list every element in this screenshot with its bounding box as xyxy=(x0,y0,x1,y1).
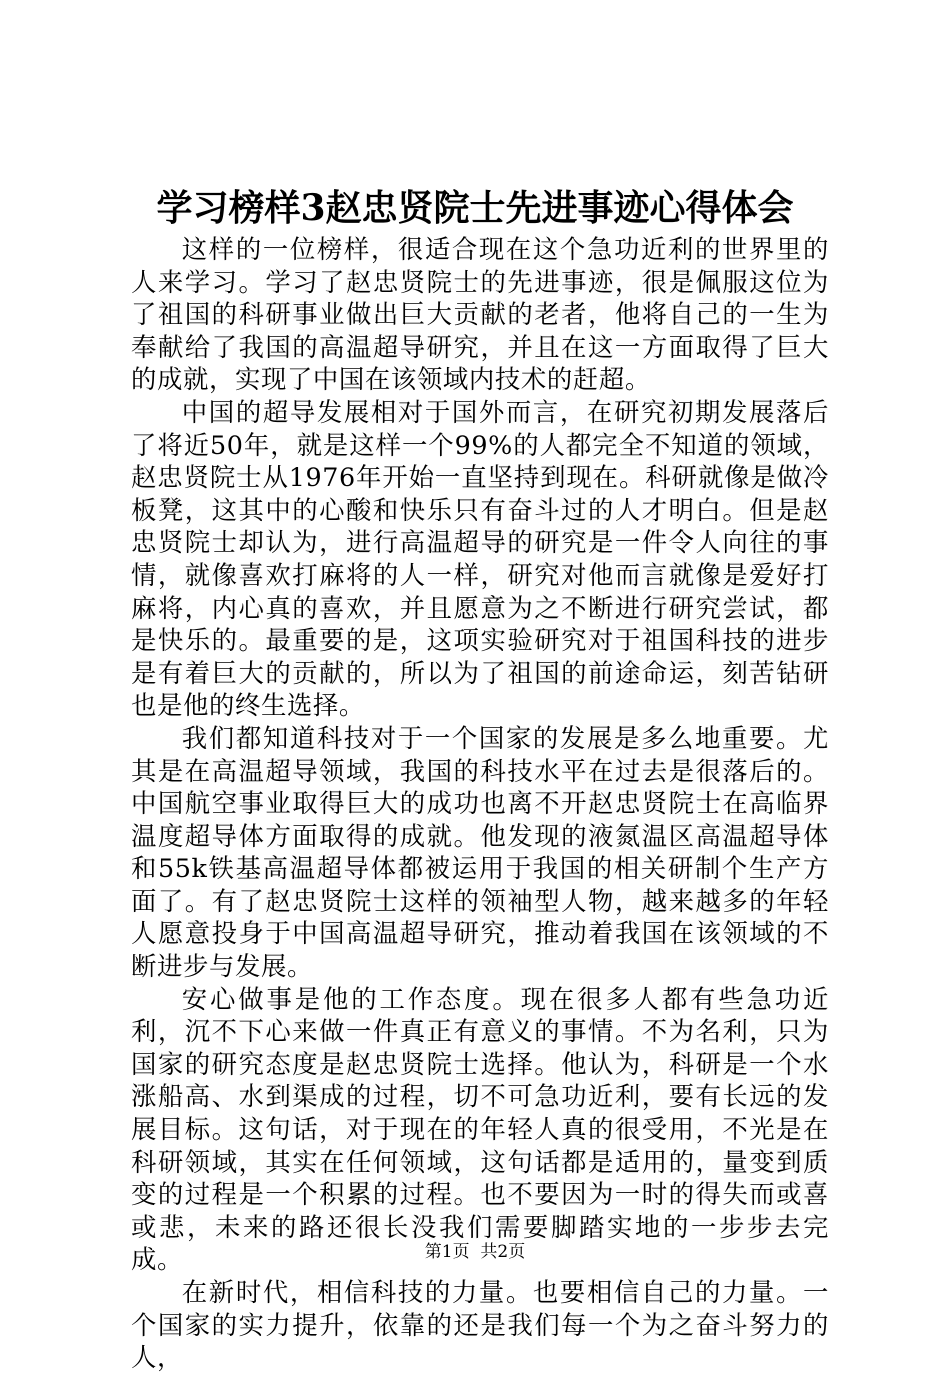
page-number-footer: 第1页 共2页 xyxy=(424,1242,526,1262)
paragraph: 中国的超导发展相对于国外而言，在研究初期发展落后了将近50年，就是这样一个99%的人都完全不知道的领域，赵忠贤院士从1976年开始一直坚持到现在。科研就像是做冷板凳，这其中的心酸和快乐只有奋斗过的人才明白。但是赵忠贤院士却认为，进行高温超导的研究是一件令人向往的事情，就像喜欢打麻将的人一样，研究对他而言就像是爱好打麻将，内心真的喜欢，并且愿意为之不断进行研究尝试，都是快乐的。最重要的是，这项实验研究对于祖国科技的进步是有着巨大的贡献的，所以为了祖国的前途命运，刻苦钻研也是他的终生选择。 xyxy=(131,396,829,721)
paragraph: 我们都知道科技对于一个国家的发展是多么地重要。尤其是在高温超导领域，我国的科技水平在过去是很落后的。中国航空事业取得巨大的成功也离不开赵忠贤院士在高临界温度超导体方面取得的成就。他发现的液氮温区高温超导体和55k铁基高温超导体都被运用于我国的相关研制个生产方面了。有了赵忠贤院士这样的领袖型人物，越来越多的年轻人愿意投身于中国高温超导研究，推动着我国在该领域的不断进步与发展。 xyxy=(131,722,829,982)
document-title: 学习榜样3赵忠贤院士先进事迹心得体会 xyxy=(156,187,794,229)
paragraph: 安心做事是他的工作态度。现在很多人都有些急功近利，沉不下心来做一件真正有意义的事情。不为名利，只为国家的研究态度是赵忠贤院士选择。他认为，科研是一个水涨船高、水到渠成的过程，切不可急功近利，要有长远的发展目标。这句话，对于现在的年轻人真的很受用，不光是在科研领域，其实在任何领域，这句话都是适用的，量变到质变的过程是一个积累的过程。也不要因为一时的得失而或喜或悲，未来的路还很长没我们需要脚踏实地的一步步去完成。 xyxy=(131,983,829,1275)
document-body xyxy=(131,233,829,1374)
paragraph: 这样的一位榜样，很适合现在这个急功近利的世界里的人来学习。学习了赵忠贤院士的先进事迹，很是佩服这位为了祖国的科研事业做出巨大贡献的老者，他将自己的一生为奉献给了我国的高温超导研究，并且在这一方面取得了巨大的成就，实现了中国在该领域内技术的赶超。 xyxy=(131,234,829,395)
paragraph: 在新时代，相信科技的力量。也要相信自己的力量。一个国家的实力提升，依靠的还是我们每一个为之奋斗努力的人， xyxy=(131,1277,829,1373)
